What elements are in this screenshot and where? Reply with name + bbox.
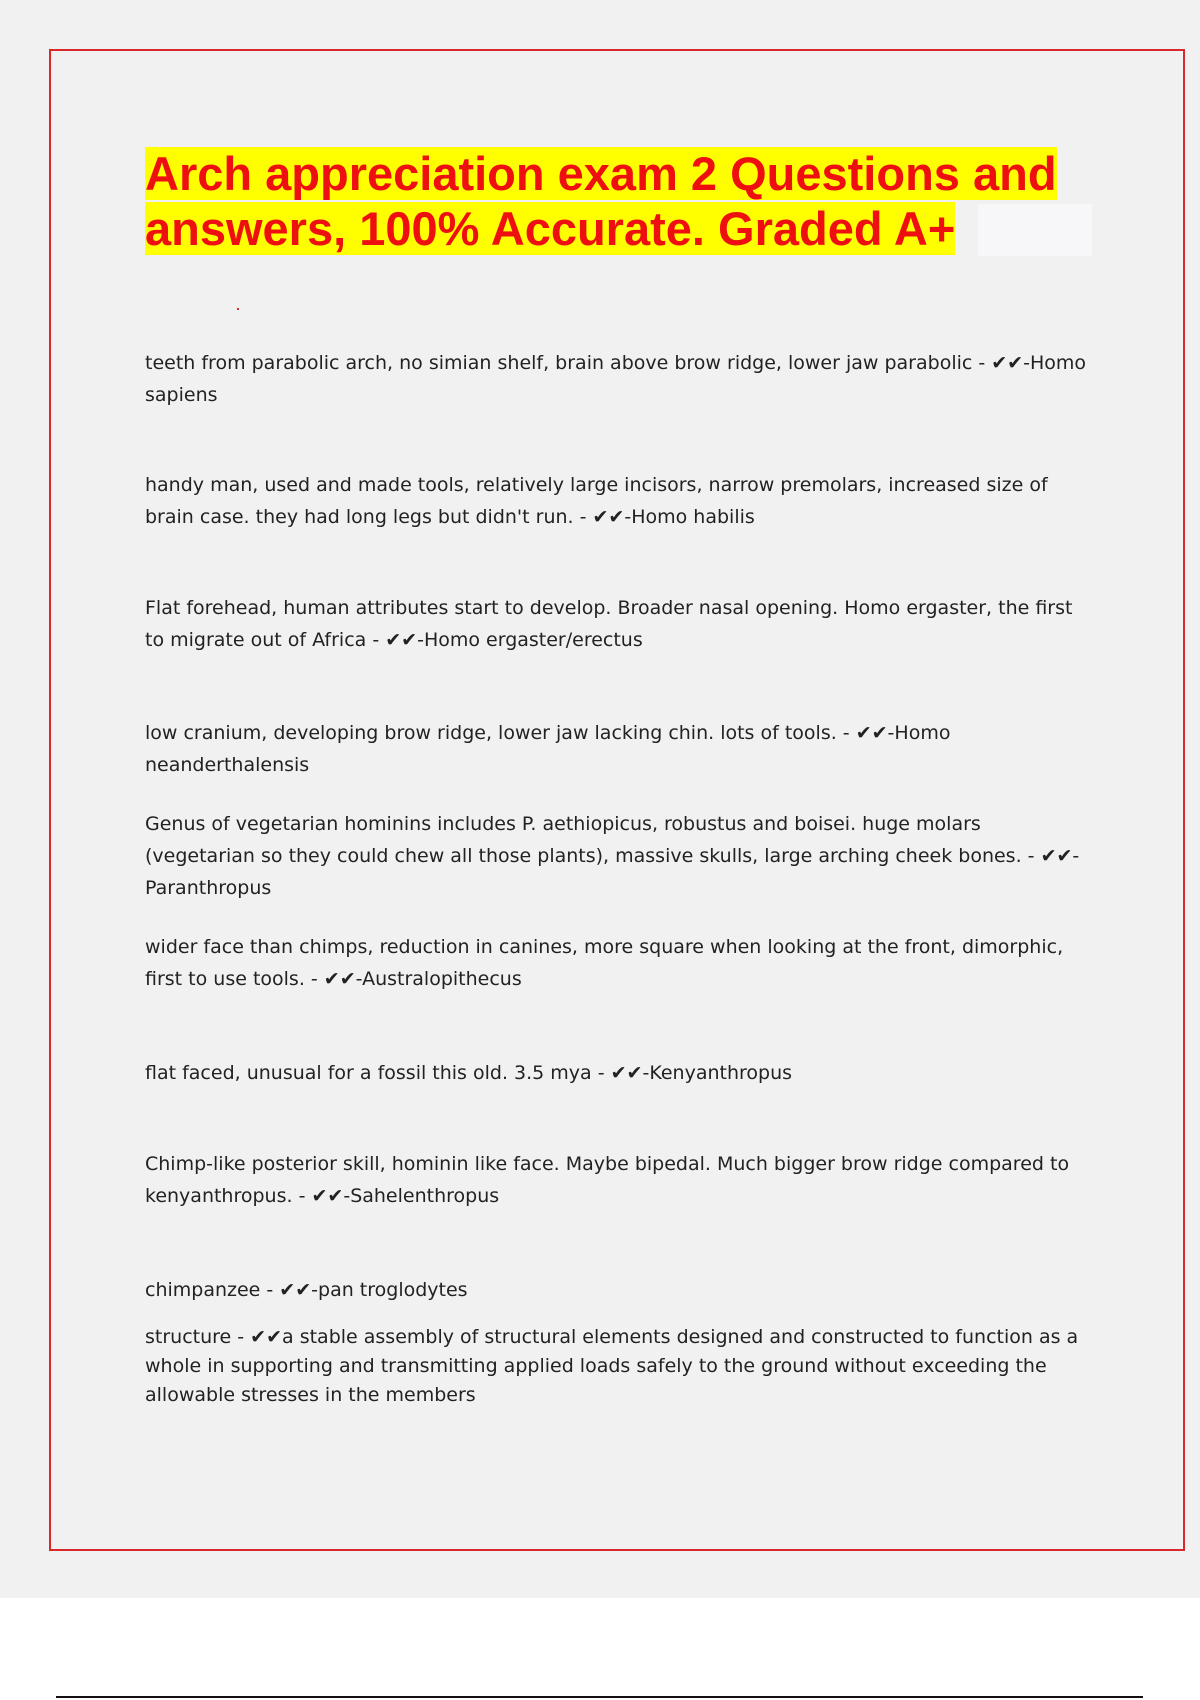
title-overlay-box xyxy=(978,204,1092,256)
checkmark-separator: - ✔✔ xyxy=(231,1326,283,1348)
checkmark-separator: - ✔✔- xyxy=(591,1062,650,1084)
qa-question: wider face than chimps, reduction in canines, more square when looking at the front, dimorphic, first to use tools. xyxy=(145,936,1064,990)
document-title xyxy=(145,146,1095,256)
qa-item-1 xyxy=(145,347,1095,411)
qa-answer: pan troglodytes xyxy=(318,1279,468,1301)
qa-answer: Homo ergaster/erectus xyxy=(423,629,643,651)
qa-question: low cranium, developing brow ridge, lower jaw lacking chin. lots of tools. xyxy=(145,722,837,744)
qa-answer: Sahelenthropus xyxy=(350,1185,500,1207)
qa-question: chimpanzee xyxy=(145,1279,261,1301)
qa-answer: Kenyanthropus xyxy=(649,1062,793,1084)
checkmark-separator: - ✔✔- xyxy=(972,352,1030,374)
checkmark-separator: - ✔✔- xyxy=(366,629,424,651)
checkmark-separator: - ✔✔- xyxy=(1021,845,1080,867)
checkmark-separator: - ✔✔- xyxy=(836,722,895,744)
qa-answer: Australopithecus xyxy=(362,968,522,990)
qa-question: teeth from parabolic arch, no simian shelf, brain above brow ridge, lower jaw parabolic xyxy=(145,352,973,374)
checkmark-separator: - ✔✔- xyxy=(260,1279,319,1301)
checkmark-separator: - ✔✔- xyxy=(304,968,363,990)
qa-item-4 xyxy=(145,717,1095,781)
qa-question: flat faced, unusual for a fossil this old. 3.5 mya xyxy=(145,1062,592,1084)
qa-question: Genus of vegetarian hominins includes P. aethiopicus, robustus and boisei. huge molars (vegetarian so they could chew all those plants), massive skulls, large arching cheek bones. xyxy=(145,813,1022,867)
qa-answer: a stable assembly of structural elements designed and constructed to function as a whole in supporting and transmitting applied loads safely to the ground without exceeding the allowable stresses in the members xyxy=(145,1326,1079,1406)
qa-item-9 xyxy=(145,1274,1095,1306)
document-title-text: Arch appreciation exam 2 Questions and answers, 100% Accurate. Graded A+ xyxy=(145,147,1057,255)
footer-rule xyxy=(56,1696,1143,1698)
qa-answer: Paranthropus xyxy=(145,877,272,899)
qa-item-2 xyxy=(145,469,1095,533)
qa-answer: Homo habilis xyxy=(631,506,755,528)
qa-question: handy man, used and made tools, relatively large incisors, narrow premolars, increased size of brain case. they had long legs but didn't run. xyxy=(145,474,1048,528)
qa-item-3 xyxy=(145,592,1095,656)
checkmark-separator: - ✔✔- xyxy=(573,506,632,528)
qa-item-10 xyxy=(145,1323,1095,1410)
qa-question: structure xyxy=(145,1326,232,1348)
qa-item-8 xyxy=(145,1148,1095,1212)
qa-item-5 xyxy=(145,808,1095,904)
stray-mark xyxy=(237,308,239,310)
checkmark-separator: - ✔✔- xyxy=(292,1185,351,1207)
qa-question: Flat forehead, human attributes start to develop. Broader nasal opening. Homo ergaster, the first to migrate out of Africa xyxy=(145,597,1073,651)
qa-answer: Homo neanderthalensis xyxy=(145,722,951,776)
qa-item-6 xyxy=(145,931,1095,995)
qa-item-7 xyxy=(145,1057,1095,1089)
qa-answer: Homo sapiens xyxy=(145,352,1087,406)
qa-question: Chimp-like posterior skill, hominin like face. Maybe bipedal. Much bigger brow ridge compared to kenyanthropus. xyxy=(145,1153,1070,1207)
